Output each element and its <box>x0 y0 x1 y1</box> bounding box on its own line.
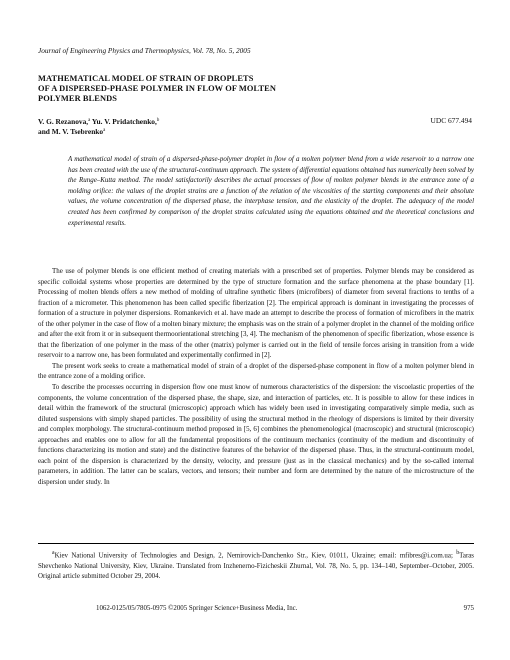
page-number: 975 <box>463 605 474 612</box>
author-line <box>38 116 358 126</box>
footnote-paragraph <box>38 548 474 583</box>
copyright-line: 1062-0125/05/7805-0975 ©2005 Springer Science+Business Media, Inc. <box>96 605 298 612</box>
author-block <box>38 116 358 137</box>
abstract: A mathematical model of strain of a dispersed-phase-polymer droplet in flow of a molten polymer blend from a wide reservoir to a narrow one has been created with the use of the structural-continuum approach. The system of differential equations obtained has numerically been solved by the Runge–Kutta method. The model satisfactorily describes the actual processes of flow of molten polymer blends in the entrance zone of a molding orifice: the values of the droplet strains are a function of the relation of the viscosities of the starting components and their absolute values, the volume concentration of the dispersed phase, the interphase tension, and the elasticity of the droplet. The adequacy of the model created has been confirmed by comparison of the droplet strains calculated using the equations obtained and the theoretical conclusions and experimental results. <box>68 155 474 227</box>
body-text <box>38 266 474 487</box>
title-line: POLYMER BLENDS <box>38 93 118 103</box>
footnote-affiliation-a: Kiev National University of Technologies and Design, 2, Nemirovich-Danchenko Str., Kiev, 01011, Ukraine; email: mfibres@i.com.ua; <box>54 552 457 560</box>
affiliation-mark: a <box>52 550 55 556</box>
author-name: Yu. V. Pridatchenko, <box>90 117 157 126</box>
udc-code: UDC 677.494 <box>430 116 472 125</box>
affiliation-mark: a <box>88 118 91 123</box>
affiliation-mark: b <box>156 118 160 123</box>
title-line: MATHEMATICAL MODEL OF STRAIN OF DROPLETS <box>38 74 254 83</box>
author-name: and M. V. Tsebrenko <box>38 127 104 137</box>
author-name: V. G. Rezanova, <box>38 117 89 126</box>
journal-header: Journal of Engineering Physics and Thermophysics, Vol. 78, No. 5, 2005 <box>38 46 251 55</box>
author-line <box>38 126 358 136</box>
affiliation-mark: b <box>456 550 460 556</box>
article-title <box>38 74 438 103</box>
footnote-divider <box>38 543 474 544</box>
body-paragraph: The use of polymer blends is one efficient method of creating materials with a prescribed set of properties. Polymer blends may be considered as specific colloidal systems whose properties are determined by the type of structure formation and the surface phenomena at the phase boundary [1]. Processing of molten blends offers a new method of molding of ultrafine synthetic fibers (microfibers) of diameter from several fractions to tenths of a fraction of a micrometer. This phenomenon has been called specific fiberization [2]. The empirical approach is dominant in investigating the processes of formation of a structure in polymer dispersions. Romankevich et al. have made an attempt to describe the process of formation of microfibers in the matrix of the other polymer in the case of flow of a molten binary mixture; the emphasis was on the strain of a polymer droplet in the channel of the molding orifice and after the exit from it or in subsequent thermoorientational stretching [3, 4]. The mechanism of the phenomenon of specific fiberization, whose essence is that the fiberization of one polymer in the mass of the other (matrix) polymer is carried out in the field of tensile forces arising in transition from a wide reservoir to a narrow one, has been formulated and experimentally confirmed in [2]. <box>38 267 474 360</box>
footnote <box>38 548 474 583</box>
body-paragraph: The present work seeks to create a mathematical model of strain of a droplet of the dispersed-phase component in flow of a molten polymer blend in the entrance zone of a molding orifice. <box>38 361 474 381</box>
body-paragraph: To describe the processes occurring in dispersion flow one must know of numerous characteristics of the dispersion: the viscoelastic properties of the components, the volume concentration of the dispersed phase, the shape, size, and interaction of particles, etc. It is possible to allow for these indices in detail within the framework of the structural (microscopic) approach which has widely been used in investigating comparatively simple media, such as diluted suspensions with simply shaped particles. The possibility of using the structural method in the rheology of dispersions is limited by their diversity and complex morphology. The structural-continuum method proposed in [5, 6] combines the phenomenological (macroscopic) and structural (microscopic) approaches and enables one to allow for all the fundamental propositions of the continuum mechanics (continuity of the medium and discontinuity of functions characterizing its motion and state) and the distinctive features of the behavior of the dispersed phase. Thus, in the structural-continuum model, each point of the dispersion is characterized by the density, velocity, and pressure (just as in the classical mechanics) and by the so-called internal parameters, in addition. The latter can be scalars, vectors, and tensors; their number and form are determined by the nature of the microstructure of the dispersion under study. In <box>38 383 474 486</box>
title-line: OF A DISPERSED-PHASE POLYMER IN FLOW OF MOLTEN <box>38 83 276 93</box>
footnote-affiliation-b: Taras Shevchenko National University, Kiev, Ukraine. Translated from Inzhenerno-Fizicheskii Zhurnal, Vol. 78, No. 5, pp. 134–140, September–October, 2005. Original article submitted October 29, 2004. <box>38 552 474 581</box>
affiliation-mark: a <box>103 128 106 134</box>
